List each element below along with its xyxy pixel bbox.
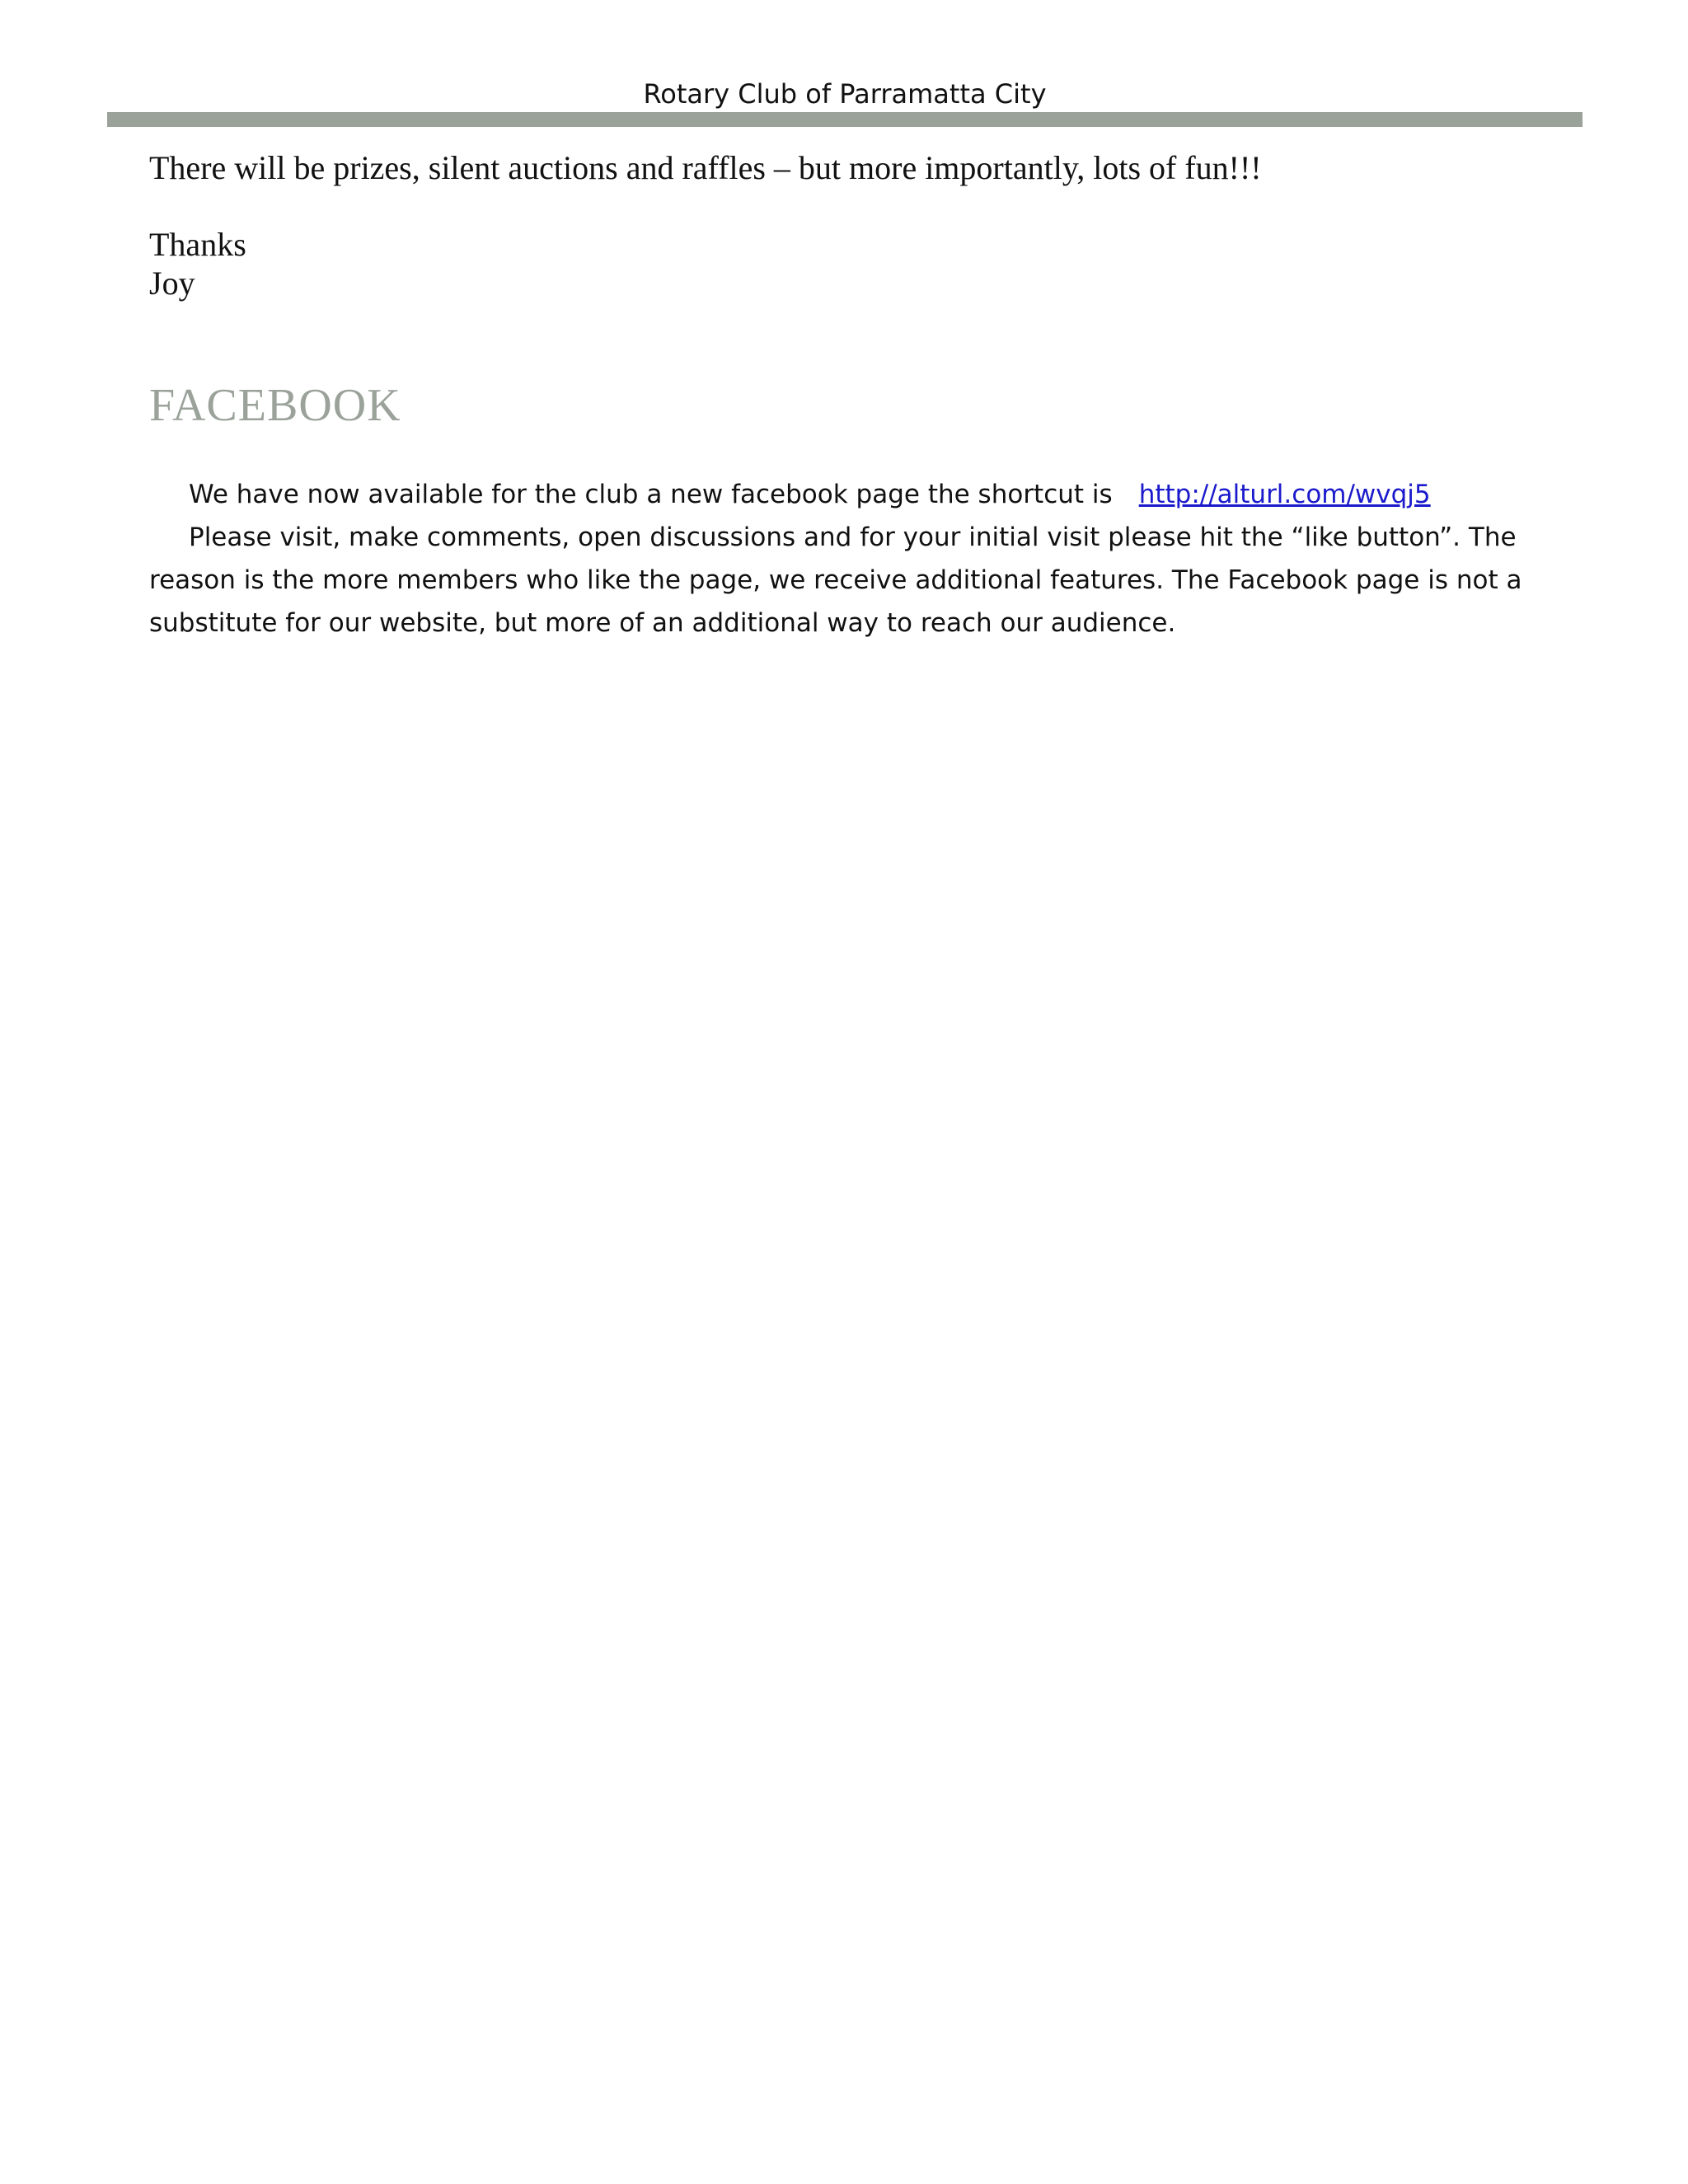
facebook-paragraph-1 bbox=[149, 473, 1534, 516]
facebook-intro-text: We have now available for the club a new facebook page the shortcut is bbox=[189, 480, 1113, 509]
page-header-title: Rotary Club of Parramatta City bbox=[643, 78, 1047, 110]
header-divider bbox=[107, 112, 1582, 127]
facebook-section-heading: FACEBOOK bbox=[149, 380, 401, 431]
event-intro-text: There will be prizes, silent auctions and raffles – but more importantly, lots of fun!!! bbox=[149, 149, 1262, 186]
signoff-name: Joy bbox=[149, 265, 195, 302]
facebook-paragraph-2: Please visit, make comments, open discussions and for your initial visit please hit the “like button”. The reason is the more members who like the page, we receive additional features. The Facebook page is not a substitute for our website, but more of an additional way to reach our audience. bbox=[149, 523, 1522, 638]
thanks-text: Thanks bbox=[149, 226, 246, 263]
facebook-shortcut-link[interactable]: http://alturl.com/wvqj5 bbox=[1138, 480, 1431, 509]
